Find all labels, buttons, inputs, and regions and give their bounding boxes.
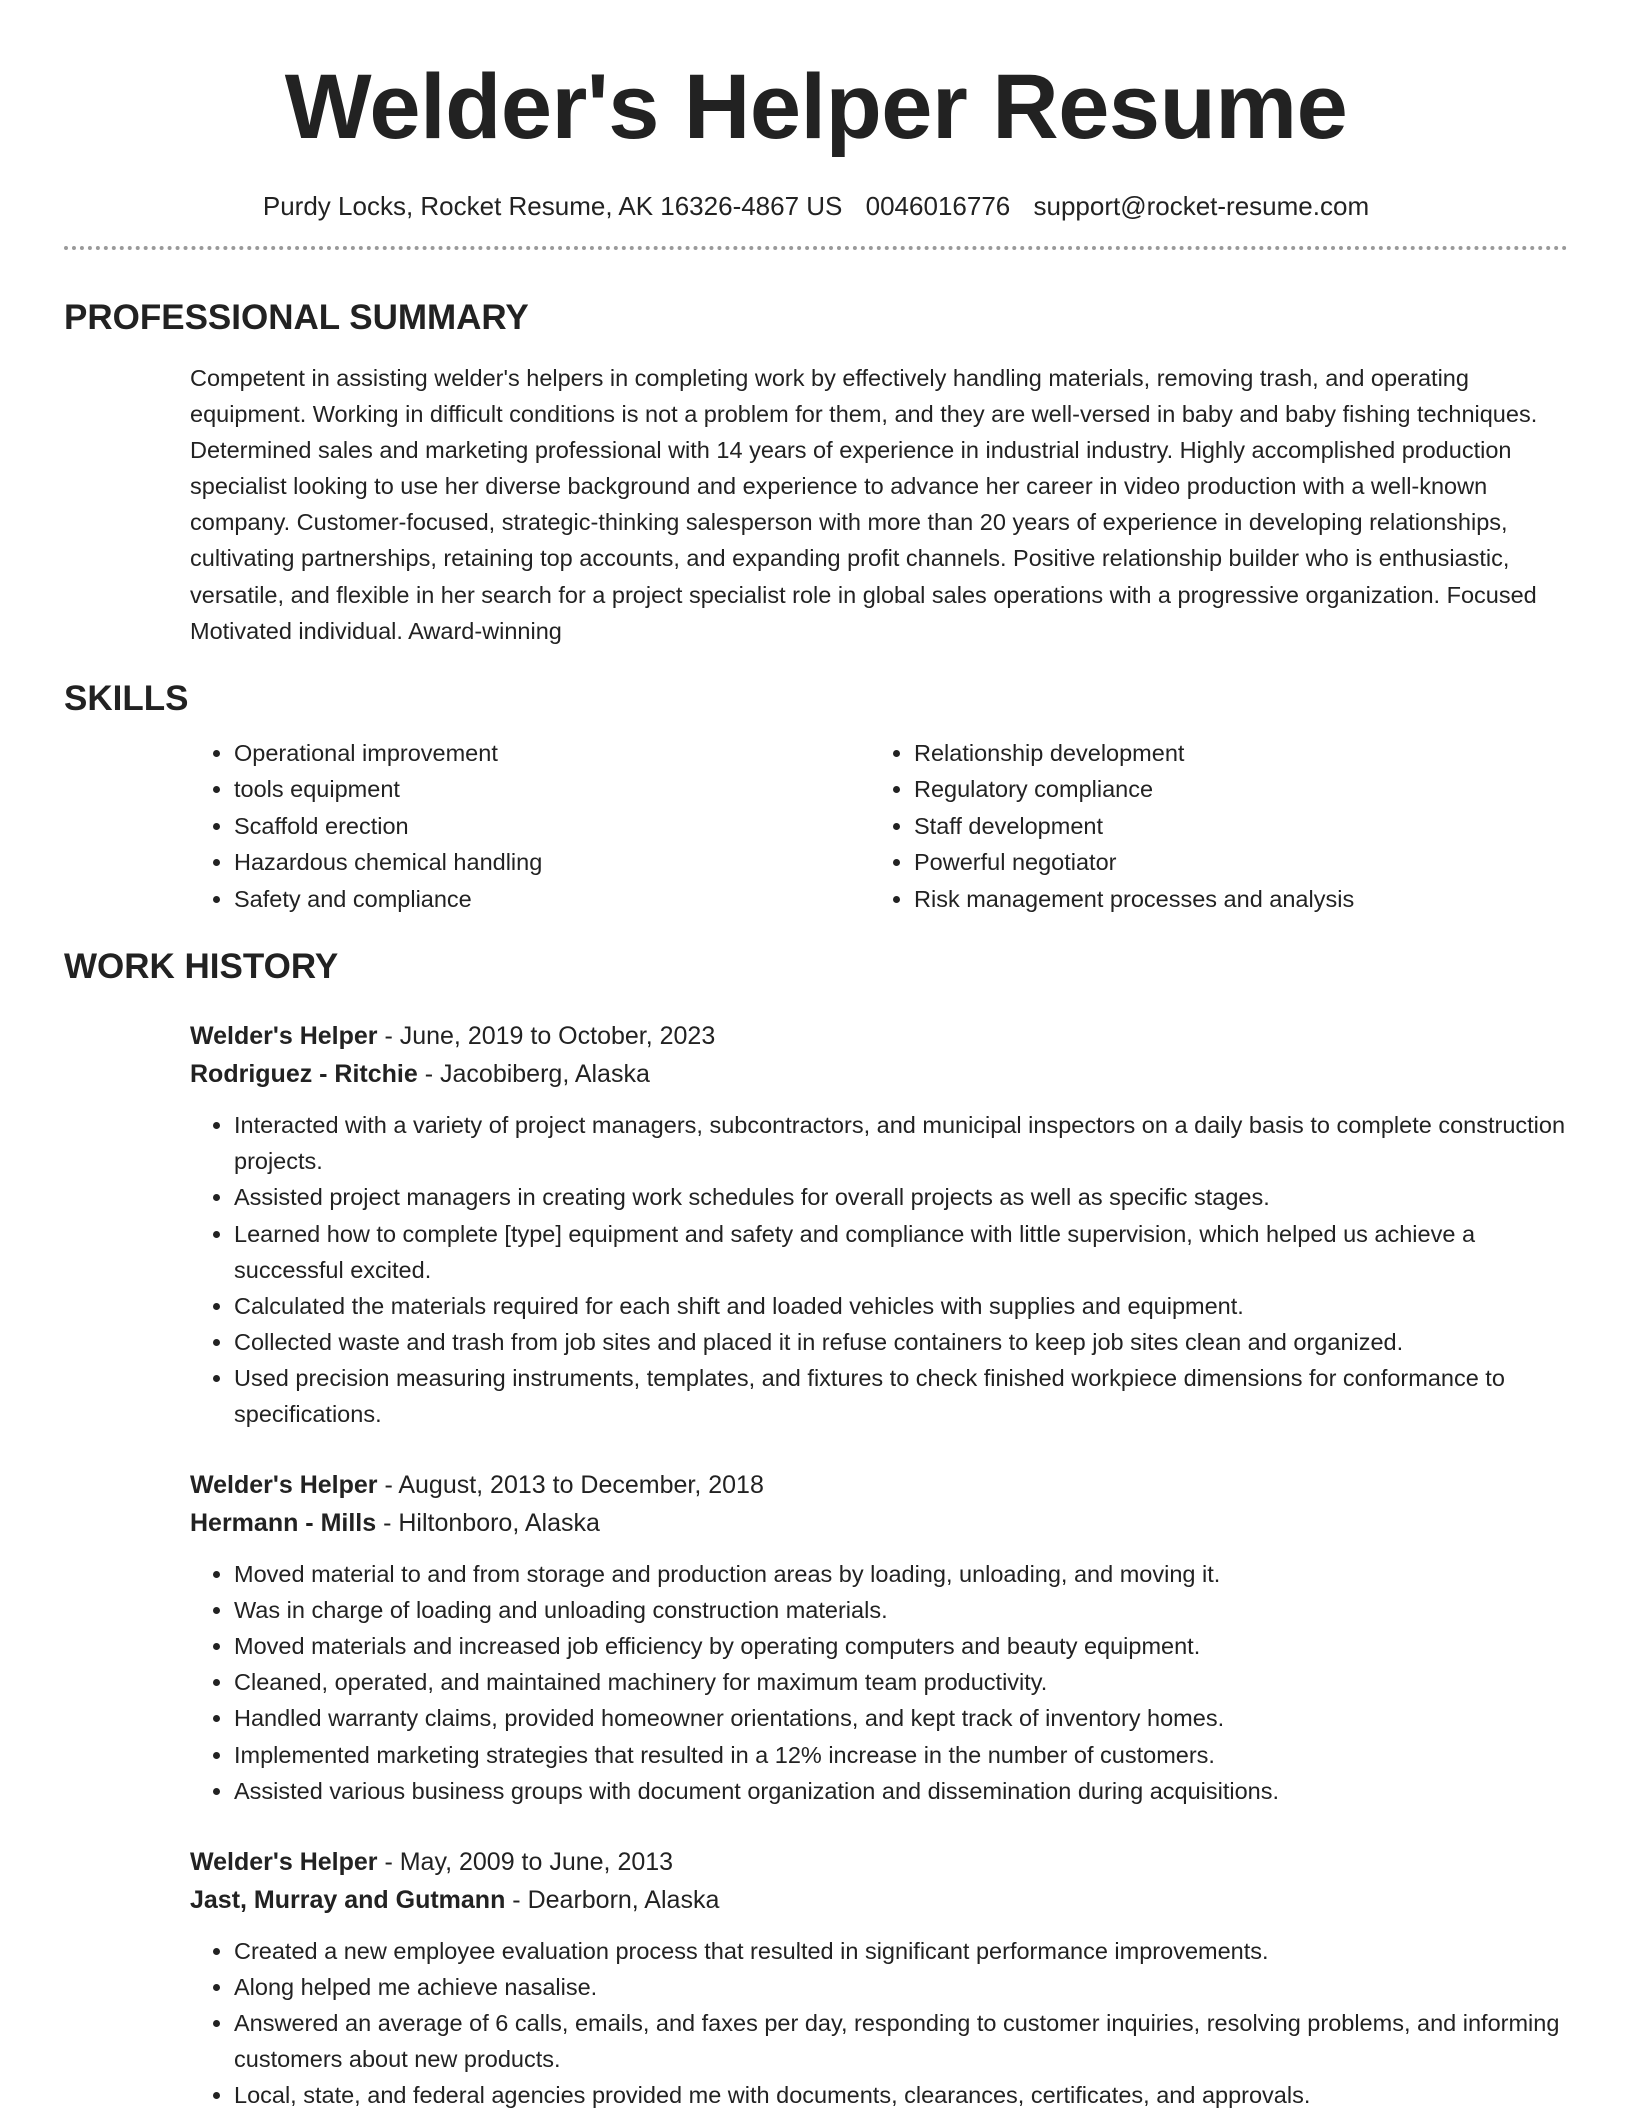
skill-item: • Relationship development xyxy=(914,735,1550,772)
skills-column-left xyxy=(190,735,870,918)
job-company-line xyxy=(190,1881,1568,1919)
job-title-line xyxy=(190,1843,1568,1881)
job-location: - Dearborn, Alaska xyxy=(505,1885,720,1914)
job-bullet: • Implemented marketing strategies that resulted in a 12% increase in the number of customers. xyxy=(234,1737,1568,1773)
resume-title: Welder's Helper Resume xyxy=(284,56,1348,158)
header-divider xyxy=(64,246,1568,250)
job-bullet: • Created a new employee evaluation process that resulted in significant performance improvements. xyxy=(234,1933,1568,1969)
job-bullet: • Handled warranty claims, provided homeowner orientations, and kept track of inventory homes. xyxy=(234,1700,1568,1736)
job-location: - Jacobiberg, Alaska xyxy=(417,1060,650,1089)
job-bullets xyxy=(190,1933,1568,2113)
skill-item: • Risk management processes and analysis xyxy=(914,881,1550,918)
job-company-line xyxy=(190,1055,1568,1093)
skill-item: • Regulatory compliance xyxy=(914,771,1550,808)
job-bullet: • Assisted various business groups with document organization and dissemination during acquisitions. xyxy=(234,1773,1568,1809)
job-company-line xyxy=(190,1504,1568,1542)
job-bullet: • Assisted project managers in creating work schedules for overall projects as well as specific stages. xyxy=(234,1179,1568,1215)
job-bullet: • Along helped me achieve nasalise. xyxy=(234,1969,1568,2005)
job-title-line xyxy=(190,1466,1568,1504)
job-bullet: • Was in charge of loading and unloading construction materials. xyxy=(234,1592,1568,1628)
skills-list xyxy=(190,735,1568,918)
job-title: Welder's Helper xyxy=(190,1471,378,1500)
summary-heading: PROFESSIONAL SUMMARY xyxy=(64,298,529,337)
job-company: Rodriguez - Ritchie xyxy=(190,1060,418,1089)
skill-item: • Staff development xyxy=(914,808,1550,845)
job-title: Welder's Helper xyxy=(190,1022,378,1051)
contact-phone: 0046016776 xyxy=(865,191,1011,221)
job-bullet: • Moved materials and increased job efficiency by operating computers and beauty equipment. xyxy=(234,1628,1568,1664)
job-entry xyxy=(190,1843,1568,2113)
skill-item: • Hazardous chemical handling xyxy=(234,844,870,881)
job-dates: - August, 2013 to December, 2018 xyxy=(377,1471,764,1500)
job-bullet: • Collected waste and trash from job sites and placed it in refuse containers to keep job sites clean and organized. xyxy=(234,1324,1568,1360)
job-bullet: • Calculated the materials required for each shift and loaded vehicles with supplies and equipment. xyxy=(234,1288,1568,1324)
skill-item: • tools equipment xyxy=(234,771,870,808)
job-bullet: • Interacted with a variety of project managers, subcontractors, and municipal inspectors on a daily basis to complete construction projects. xyxy=(234,1107,1568,1179)
job-bullet: • Answered an average of 6 calls, emails, and faxes per day, responding to customer inquiries, resolving problems, and informing customers about new products. xyxy=(234,2005,1568,2077)
job-bullet: • Used precision measuring instruments, templates, and fixtures to check finished workpiece dimensions for conformance to specifications. xyxy=(234,1360,1568,1432)
skill-item: • Scaffold erection xyxy=(234,808,870,845)
job-bullet: • Learned how to complete [type] equipment and safety and compliance with little supervision, which helped us achieve a successful excited. xyxy=(234,1216,1568,1288)
job-location: - Hiltonboro, Alaska xyxy=(376,1509,600,1538)
job-bullet: • Local, state, and federal agencies provided me with documents, clearances, certificates, and approvals. xyxy=(234,2077,1568,2113)
job-entry xyxy=(190,1017,1568,1432)
contact-email: support@rocket-resume.com xyxy=(1033,191,1370,221)
job-bullet: • Cleaned, operated, and maintained machinery for maximum team productivity. xyxy=(234,1664,1568,1700)
contact-line xyxy=(64,188,1568,224)
job-dates: - June, 2019 to October, 2023 xyxy=(377,1022,716,1051)
skill-item: • Operational improvement xyxy=(234,735,870,772)
summary-text: Competent in assisting welder's helpers in completing work by effectively handling materials, removing trash, and operating equipment. Working in difficult conditions is not a problem for them, and they are well-versed in baby and baby fishing techniques. Determined sales and marketing professional with 14 years of experience in industrial industry. Highly accomplished production specialist looking to use her diverse background and experience to advance her career in video production with a well-known company. Customer-focused, strategic-thinking salesperson with more than 20 years of experience in developing relationships, cultivating partnerships, retaining top accounts, and expanding profit channels. Positive relationship builder who is enthusiastic, versatile, and flexible in her search for a project specialist role in global sales operations with a progressive organization. Focused Motivated individual. Award-winning xyxy=(190,365,1538,644)
job-company: Jast, Murray and Gutmann xyxy=(190,1885,506,1914)
skills-column-right xyxy=(870,735,1550,918)
job-bullets xyxy=(190,1556,1568,1809)
job-company: Hermann - Mills xyxy=(190,1509,377,1538)
job-title-line xyxy=(190,1017,1568,1055)
work-history-heading: WORK HISTORY xyxy=(64,947,339,987)
contact-address: Purdy Locks, Rocket Resume, AK 16326-4867 US xyxy=(262,191,843,221)
job-bullet: • Moved material to and from storage and production areas by loading, unloading, and moving it. xyxy=(234,1556,1568,1592)
job-entry xyxy=(190,1466,1568,1809)
job-title: Welder's Helper xyxy=(190,1847,378,1876)
job-bullets xyxy=(190,1107,1568,1432)
skill-item: • Powerful negotiator xyxy=(914,844,1550,881)
skill-item: • Safety and compliance xyxy=(234,881,870,918)
skills-heading: SKILLS xyxy=(64,678,189,718)
job-dates: - May, 2009 to June, 2013 xyxy=(377,1847,674,1876)
